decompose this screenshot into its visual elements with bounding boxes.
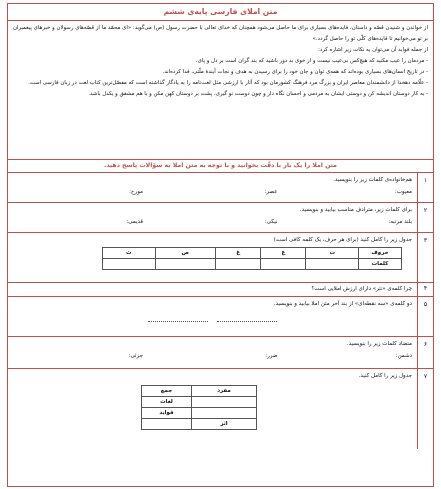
question-number: ۶ bbox=[417, 337, 433, 368]
plural-cell: فواید bbox=[142, 408, 192, 419]
answer-field[interactable]: معیوب: bbox=[394, 189, 412, 195]
question-number: ۲ bbox=[417, 203, 433, 232]
passage-paragraph: از جمله فواید آن می‌توان به نکات زیر اشاره کرد: bbox=[318, 47, 428, 53]
column-header-singular: مفرد bbox=[192, 386, 257, 397]
table-row-header: کلمات bbox=[359, 259, 402, 270]
letters-table bbox=[102, 247, 402, 270]
letter-cell: ت bbox=[306, 248, 359, 259]
passage-paragraph: - به کار دوستان اندیشه کن و دوستی ایشان به مردمی و احسان نگاه دار و چون دوست نو گیری، پشت بر دوستان کهن مکن و با هم مشفق و یکدل باشد. bbox=[88, 91, 428, 97]
question-number: ۴ bbox=[417, 283, 433, 296]
exam-sheet bbox=[7, 3, 434, 487]
passage-paragraph: - علّامه دهخدا از دانشمندان معاصر ایران و بزرگ مرد فرهنگ کشورمان بود که آثار با ارزشی مثل لغت‌نامه را به یادگار گذاشته است که مفصّل‌ترین کتاب لغت در زبان فارسی است. bbox=[28, 80, 428, 86]
answer-field[interactable]: نیکی: bbox=[264, 219, 278, 225]
question-2 bbox=[8, 203, 433, 233]
answer-cell[interactable] bbox=[216, 259, 261, 270]
answer-cell[interactable] bbox=[261, 259, 306, 270]
answer-field[interactable]: جزئی: bbox=[128, 353, 143, 359]
passage-paragraph: - مردمان را عیب مکنید که هیچ‌کس بی‌عیب نیست و از خوی بد دور باشید که بند گران است بر دل و پای. bbox=[195, 58, 428, 64]
answer-field[interactable]: عصر: bbox=[264, 189, 278, 195]
question-5 bbox=[8, 297, 433, 337]
passage-paragraph: - در تاریخ انسان‌های بسیاری بوده‌اند که همه‌ی توان و جان خود را برای رسیدن به هدف و نجات آیندهٔ ملّتی، فدا کرده‌اند. bbox=[162, 69, 428, 75]
letter-cell: ص bbox=[155, 248, 215, 259]
letter-cell: غ bbox=[261, 248, 306, 259]
answer-field[interactable]: قدیمی: bbox=[126, 219, 143, 225]
question-4 bbox=[8, 283, 433, 297]
question-number: ۷ bbox=[417, 369, 433, 449]
singular-cell[interactable] bbox=[192, 408, 257, 419]
question-1 bbox=[8, 173, 433, 203]
answer-field[interactable]: دشمن: bbox=[395, 353, 412, 359]
column-header-plural: جمع bbox=[142, 386, 192, 397]
question-7 bbox=[8, 369, 433, 449]
singular-cell[interactable] bbox=[192, 397, 257, 408]
answer-cell[interactable] bbox=[103, 259, 156, 270]
answer-field[interactable]: بلند مرتبه: bbox=[388, 219, 412, 225]
question-prompt: هم‌خانواده‌ی کلمات زیر را بنویسید. bbox=[333, 177, 412, 183]
letter-cell: ث bbox=[103, 248, 156, 259]
answer-blank[interactable] bbox=[148, 315, 208, 322]
plural-cell: لغات bbox=[142, 397, 192, 408]
instruction-banner: متن املا را یک بار با دقّت بخوانید و با توجه به متن املا به سؤالات پاسخ دهید. bbox=[8, 160, 433, 173]
question-number: ۵ bbox=[417, 297, 433, 336]
question-prompt: دو کلمه‌ی «سه نقطه‌ای» از بند آخر متن املا بیابید و بنویسید. bbox=[273, 301, 412, 307]
answer-cell[interactable] bbox=[306, 259, 359, 270]
answer-cell[interactable] bbox=[155, 259, 215, 270]
question-prompt: برای کلمات زیر، مترادف مناسب بیابید و بنویسید. bbox=[299, 207, 412, 213]
passage-paragraph: از خواندن و شنیدن قصّه و داستان، فایده‌های بسیاری برای ما حاصل می‌شود همچنان که خدای تعالی با حضرت رسول (ص) می‌گوید: «ای محمّد ما از قصّه‌های رسولان و خبرهای پیغمبران بر تو می‌خوانیم تا فایده‌های کلّی تو را حاصل گردد.» bbox=[13, 25, 428, 42]
question-number: ۱ bbox=[417, 173, 433, 202]
answer-field[interactable]: ضرر: bbox=[265, 353, 278, 359]
question-number: ۳ bbox=[417, 233, 433, 282]
singular-cell: اثر bbox=[192, 419, 257, 430]
letter-cell: غ bbox=[216, 248, 261, 259]
plural-cell[interactable] bbox=[142, 419, 192, 430]
page-title: متن املای فارسی پایه‌ی ششم bbox=[8, 4, 433, 21]
dictation-passage bbox=[8, 21, 433, 160]
question-prompt: متضاد کلمات زیر را بنویسید. bbox=[346, 341, 412, 347]
table-row-header: حروف bbox=[359, 248, 402, 259]
question-prompt: چرا کلمه‌ی «نثر» دارای ارزش املایی است؟ bbox=[311, 286, 412, 292]
question-prompt: جدول زیر را کامل کنید. bbox=[358, 373, 412, 379]
question-prompt: جدول زیر را کامل کنید (برای هر حرف، یک کلمه کافی است) bbox=[273, 237, 412, 243]
singular-plural-table bbox=[141, 385, 257, 430]
answer-blank[interactable] bbox=[217, 315, 277, 322]
question-3 bbox=[8, 233, 433, 283]
question-6 bbox=[8, 337, 433, 369]
answer-field[interactable]: مورخ: bbox=[129, 189, 143, 195]
